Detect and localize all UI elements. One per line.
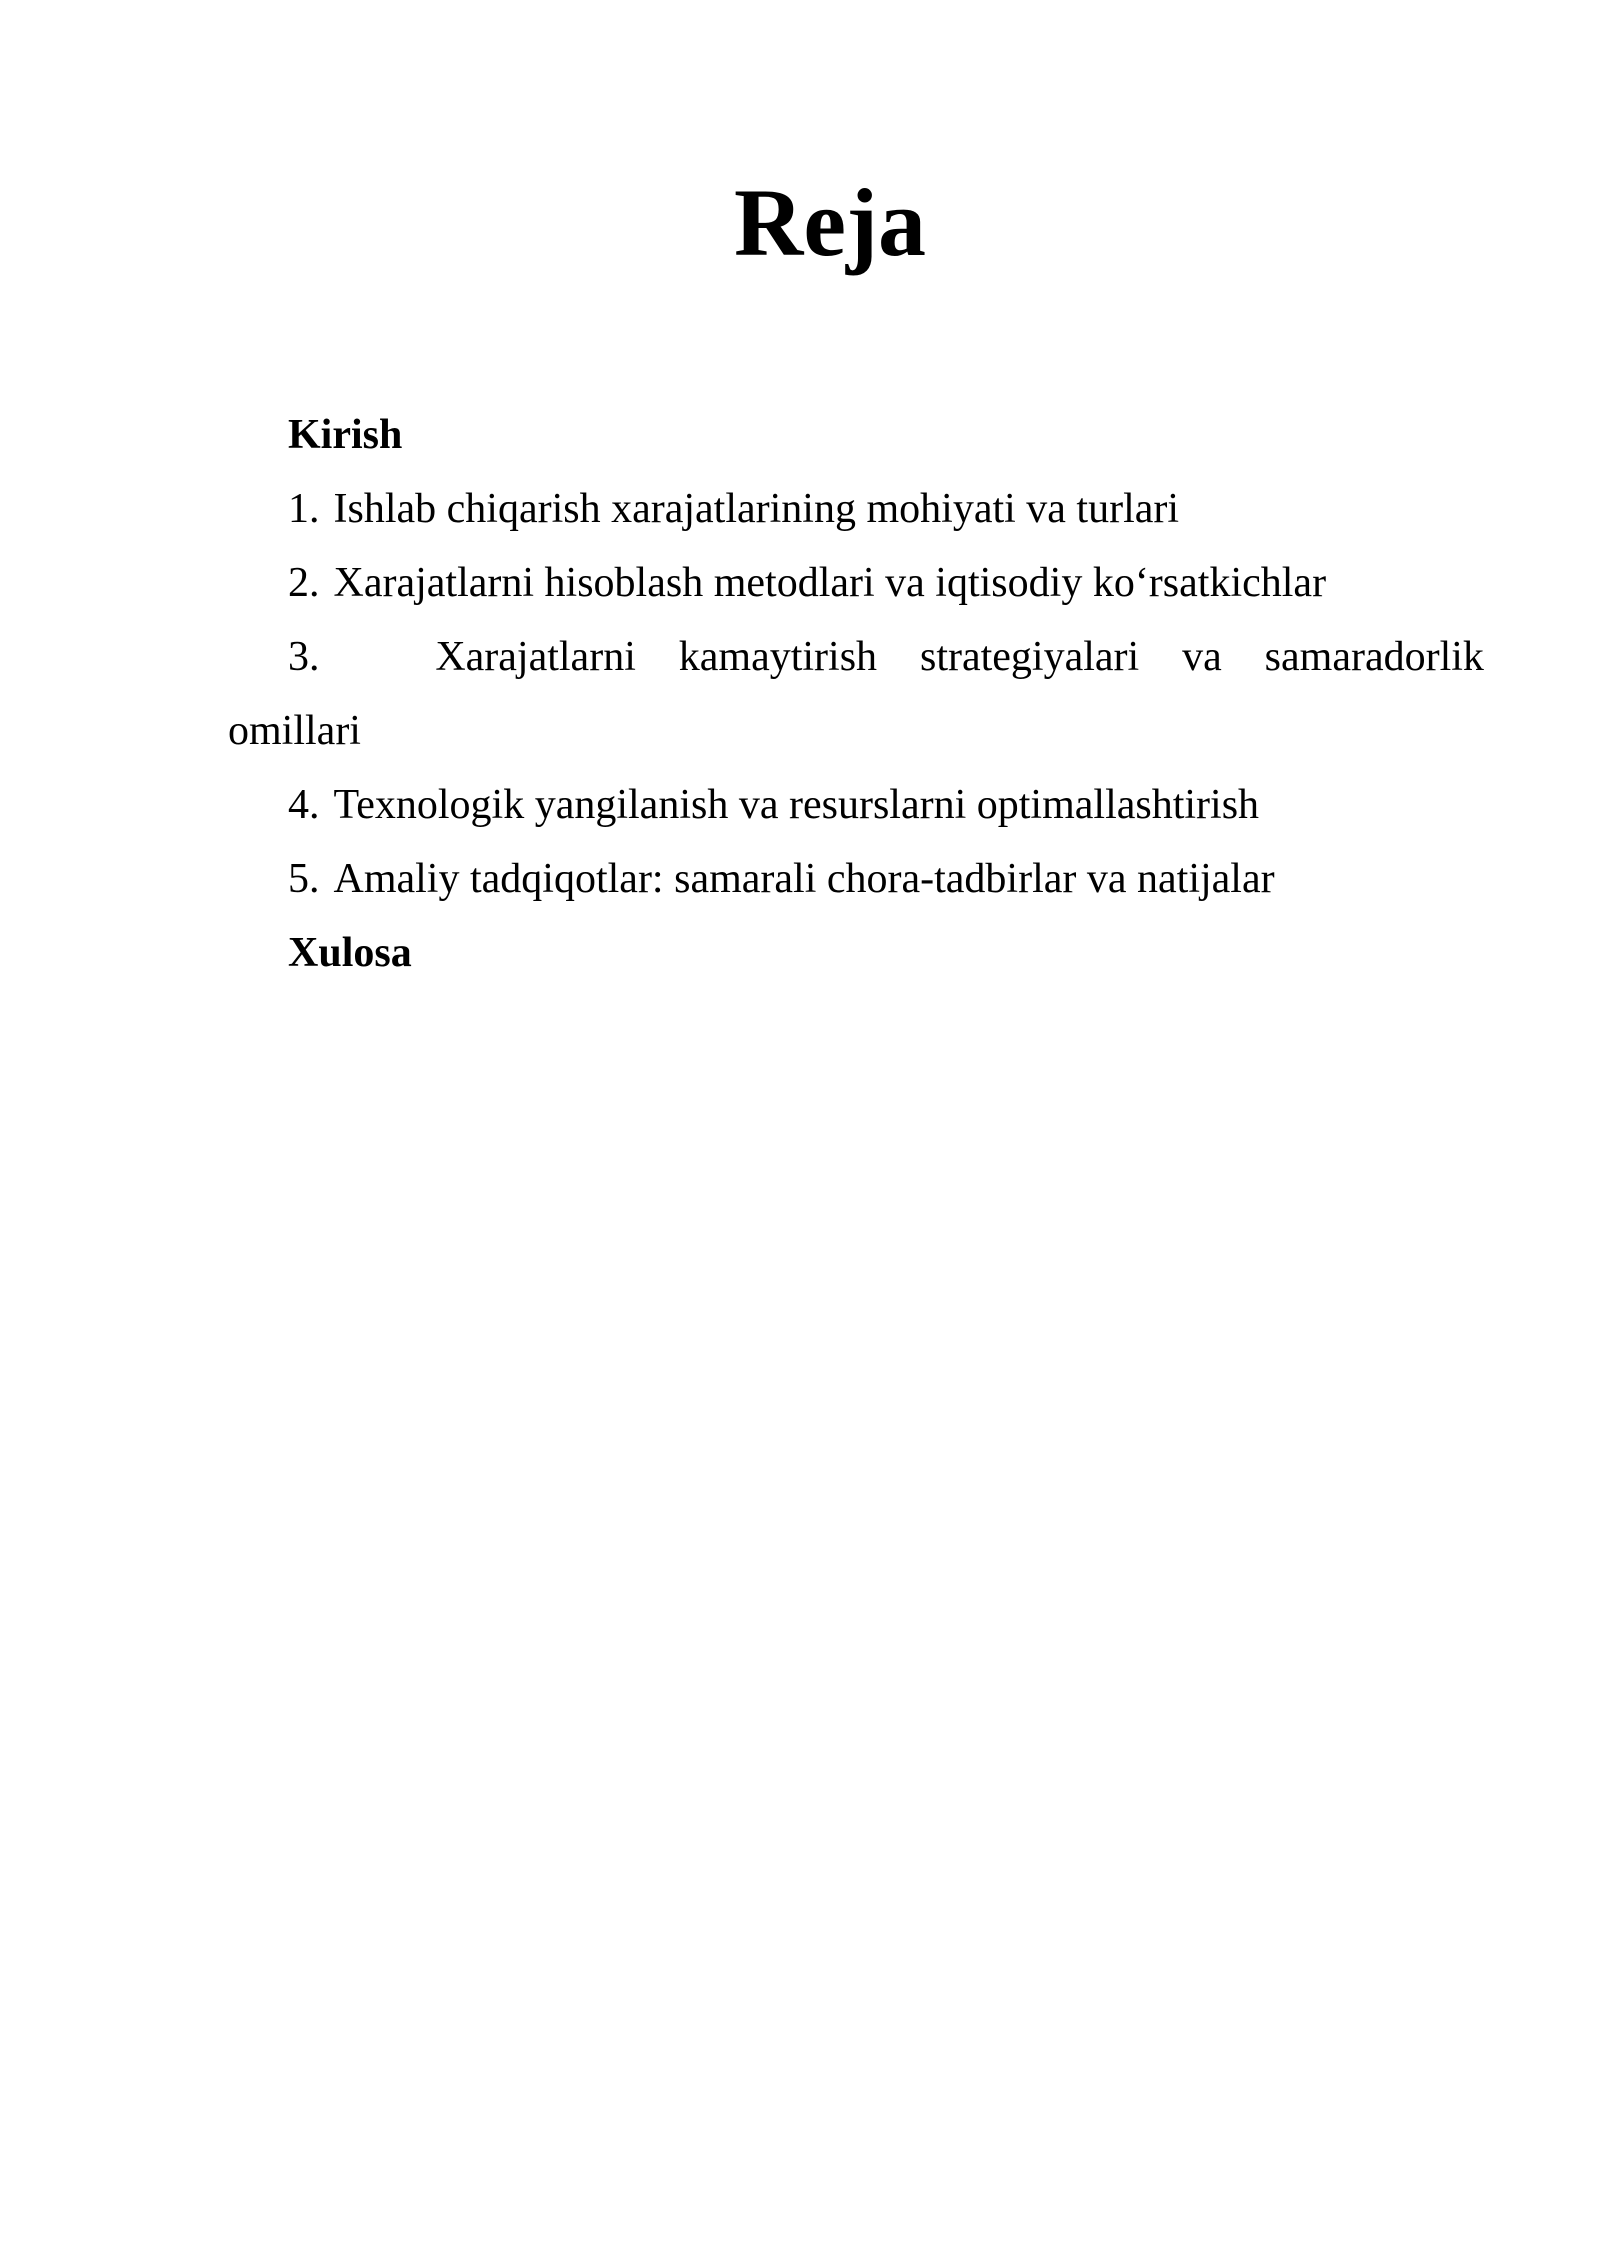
plan-item-word: strategiyalari <box>919 634 1140 680</box>
plan-item-word: va <box>1182 634 1222 680</box>
plan-item-text: Ishlab chiqarish xarajatlarining mohiyati va turlari <box>333 486 1180 532</box>
plan-list <box>228 398 1484 990</box>
plan-item-number: 2. <box>288 560 320 606</box>
plan-item-2 <box>228 546 1484 620</box>
plan-item-3 <box>228 620 1484 694</box>
plan-item-3-continuation: omillari <box>228 708 361 754</box>
plan-item-number: 1. <box>288 486 320 532</box>
plan-item-word: Xarajatlarni <box>435 634 636 680</box>
plan-item-number: 5. <box>288 856 320 902</box>
plan-item-text: Texnologik yangilanish va resurslarni optimallashtirish <box>333 782 1260 828</box>
plan-item-word: samaradorlik <box>1264 634 1484 680</box>
plan-item-text: Xarajatlarni hisoblash metodlari va iqtisodiy ko‘rsatkichlar <box>333 560 1327 606</box>
plan-item-word: kamaytirish <box>678 634 878 680</box>
plan-item-4 <box>228 768 1484 842</box>
plan-item-text: Amaliy tadqiqotlar: samarali chora-tadbirlar va natijalar <box>333 856 1275 902</box>
plan-item-number: 3. <box>288 634 320 680</box>
plan-item-5 <box>228 842 1484 916</box>
plan-intro: Kirish <box>288 412 403 458</box>
page-title: Reja <box>734 169 926 276</box>
plan-item-number: 4. <box>288 782 320 828</box>
plan-conclusion: Xulosa <box>288 930 412 976</box>
plan-item-1 <box>228 472 1484 546</box>
